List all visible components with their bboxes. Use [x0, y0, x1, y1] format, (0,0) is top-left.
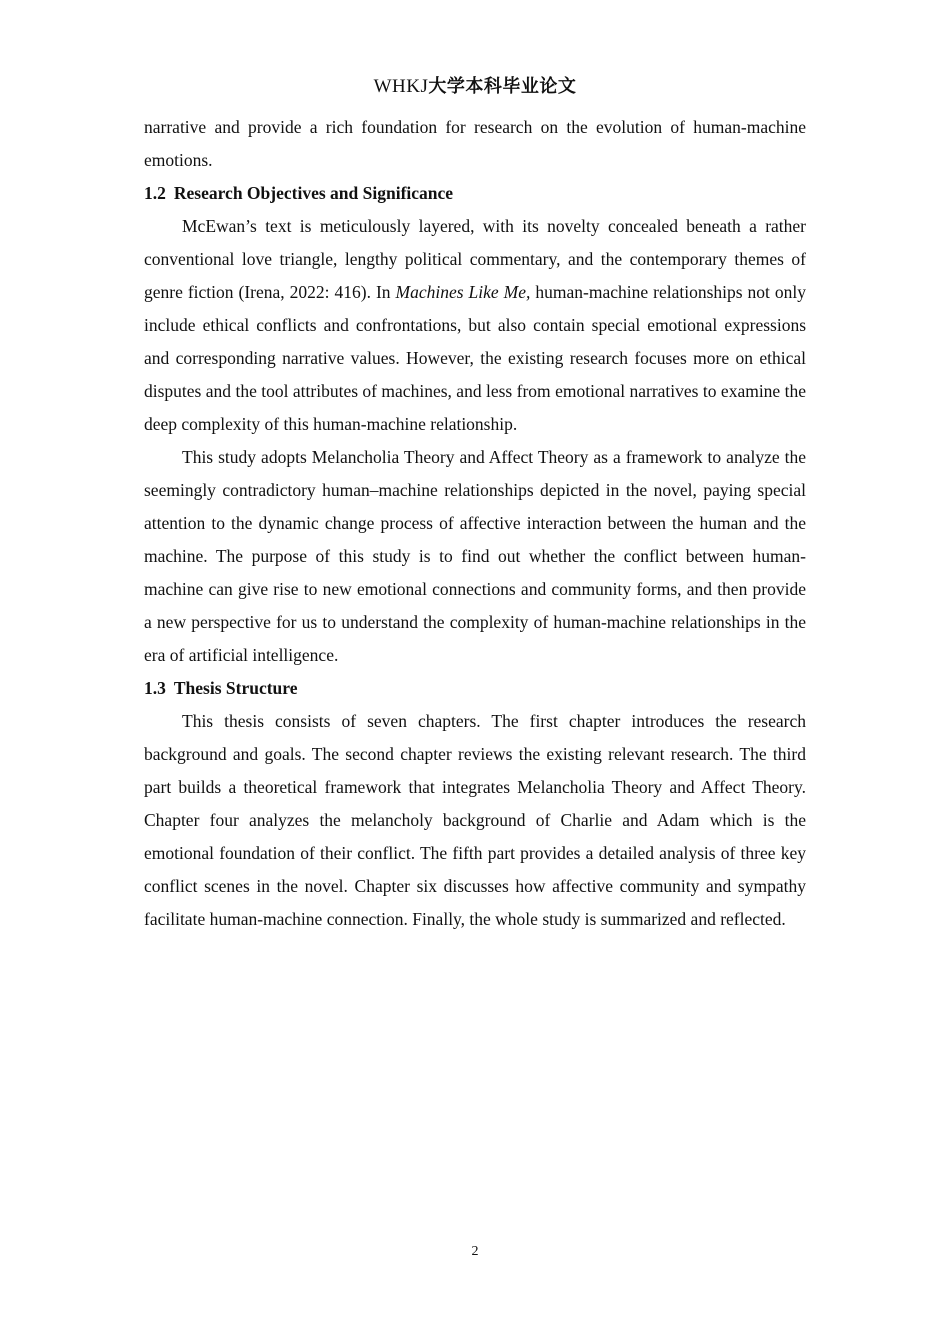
body-text: [144, 111, 806, 936]
header-chinese: 大学本科毕业论文: [428, 76, 577, 97]
paragraph-text: McEwan’s text is meticulously layered, with its novelty concealed beneath a rather conventional love triangle, lengthy political commentary, and the contemporary themes of genre fiction (Irena, 2022: 416). In: [144, 216, 806, 302]
paragraph-continuation: narrative and provide a rich foundation for research on the evolution of human-machine emotions.: [144, 117, 806, 170]
section-number: 1.3: [144, 678, 166, 698]
section-heading-1-2: [144, 177, 806, 210]
paragraph-objectives: [144, 210, 806, 441]
paragraph-framework: This study adopts Melancholia Theory and Affect Theory as a framework to analyze the seemingly contradictory human–machine relationships depicted in the novel, paying special attention to the dynamic change process of affective interaction between the human and the machine. The purpose of this study is to find out whether the conflict between human-machine can give rise to new emotional connections and community forms, and then provide a new perspective for us to understand the complexity of human-machine relationships in the era of artificial intelligence.: [144, 447, 806, 665]
section-number: 1.2: [144, 183, 166, 203]
section-title: Thesis Structure: [173, 678, 298, 698]
page-number: 2: [471, 1244, 479, 1259]
book-title: Machines Like Me,: [395, 282, 531, 302]
paragraph-structure: This thesis consists of seven chapters. The first chapter introduces the research background and goals. The second chapter reviews the existing relevant research. The third part builds a theoretical framework that integrates Melancholia Theory and Affect Theory. Chapter four analyzes the melancholy background of Charlie and Adam which is the emotional foundation of their conflict. The fifth part provides a detailed analysis of three key conflict scenes in the novel. Chapter six discusses how affective community and sympathy facilitate human-machine connection. Finally, the whole study is summarized and reflected.: [144, 711, 806, 929]
paragraph-text: human-machine relationships not only include ethical conflicts and confrontations, but also contain special emotional expressions and corresponding narrative values. However, the existing research focuses more on ethical disputes and the tool attributes of machines, and less from emotional narratives to examine the deep complexity of this human-machine relationship.: [144, 282, 807, 434]
header-latin: WHKJ: [373, 76, 429, 97]
running-header: [0, 72, 950, 98]
section-heading-1-3: [144, 672, 806, 705]
section-title: Research Objectives and Significance: [173, 183, 454, 203]
